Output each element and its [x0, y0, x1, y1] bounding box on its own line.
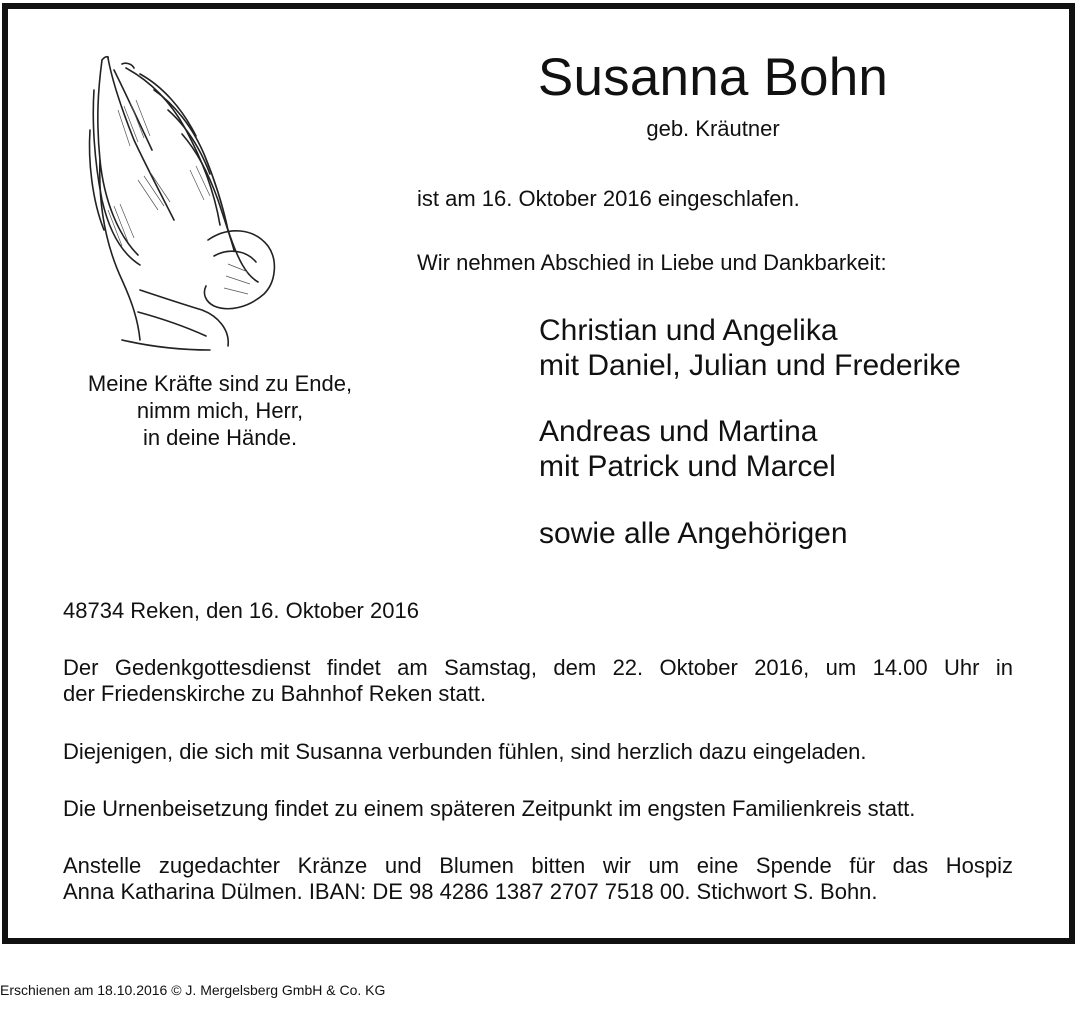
service-info: [63, 655, 1013, 707]
donation-line: Anstelle zugedachter Kränze und Blumen bitten wir um eine Spende für das Hospiz: [63, 853, 1013, 878]
mourner-group-1: [539, 313, 961, 383]
verse-line: nimm mich, Herr,: [136, 398, 304, 423]
mourner-group-3: sowie alle Angehörigen: [539, 517, 848, 550]
verse: [40, 370, 400, 451]
invitation-line: Diejenigen, die sich mit Susanna verbunden fühlen, sind herzlich dazu eingeladen.: [63, 739, 867, 764]
publication-footer: Erschienen am 18.10.2016 © J. Mergelsberg GmbH & Co. KG: [0, 982, 386, 998]
service-line: Der Gedenkgottesdienst findet am Samstag, dem 22. Oktober 2016, um 14.00 Uhr in: [63, 655, 1013, 680]
donation-line: Anna Katharina Dülmen. IBAN: DE 98 4286 1387 2707 7518 00. Stichwort S. Bohn.: [63, 879, 878, 904]
mourner-group-2: [539, 414, 836, 484]
verse-line: in deine Hände.: [142, 425, 298, 450]
donation-info: [63, 853, 1013, 905]
verse-line: Meine Kräfte sind zu Ende,: [87, 371, 353, 396]
place-date: 48734 Reken, den 16. Oktober 2016: [63, 598, 419, 623]
maiden-name: geb. Kräutner: [646, 116, 780, 141]
deceased-name: Susanna Bohn: [537, 48, 889, 107]
service-line: der Friedenskirche zu Bahnhof Reken statt.: [63, 681, 487, 706]
praying-hands-icon: [78, 50, 288, 355]
burial-line: Die Urnenbeisetzung findet zu einem späteren Zeitpunkt im engsten Familienkreis statt.: [63, 796, 916, 821]
mourner-line: Andreas und Martina: [539, 415, 818, 448]
farewell-line: Wir nehmen Abschied in Liebe und Dankbarkeit:: [417, 250, 887, 275]
mourner-line: mit Daniel, Julian und Frederike: [539, 349, 961, 382]
mourner-line: Christian und Angelika: [539, 314, 838, 347]
mourner-line: mit Patrick und Marcel: [539, 450, 836, 483]
death-line: ist am 16. Oktober 2016 eingeschlafen.: [417, 186, 800, 211]
